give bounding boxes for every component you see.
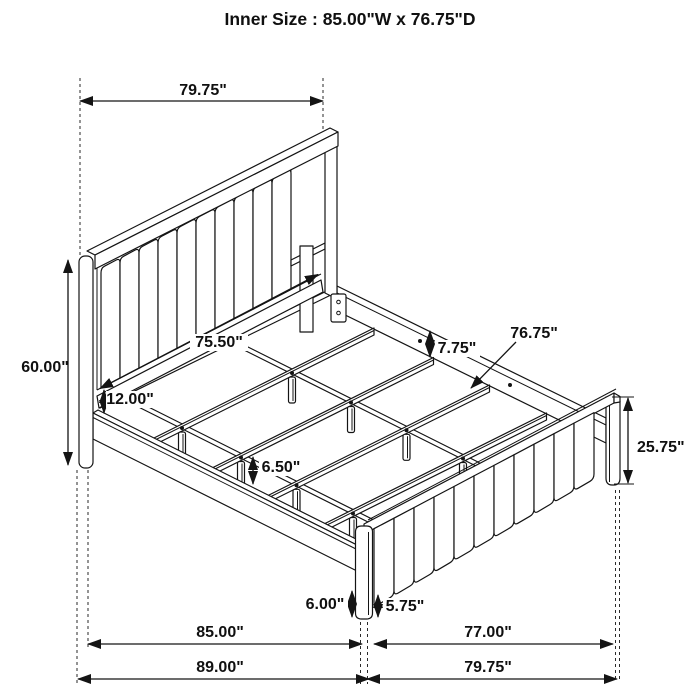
dim-floor-clearance xyxy=(302,591,352,617)
headboard-left-leg xyxy=(79,256,93,468)
page-title: Inner Size : 85.00"W x 76.75"D xyxy=(224,9,476,29)
dim-inner-depth-label: 76.75" xyxy=(510,325,558,342)
dim-frame-length-label: 85.00" xyxy=(196,624,244,641)
dim-footboard-width xyxy=(367,659,617,679)
side-rail-near xyxy=(93,410,368,574)
rail-bracket xyxy=(331,294,346,322)
dim-overall-depth xyxy=(78,659,369,679)
dim-headboard-width-label: 79.75" xyxy=(179,82,227,99)
dim-footboard-clearance xyxy=(378,595,427,617)
dim-footboard-span-label: 77.00" xyxy=(464,624,512,641)
dim-footboard-clearance-label: 5.75" xyxy=(385,598,425,615)
headboard-right-stile xyxy=(325,135,337,299)
dim-slat-leg-height-label: 6.50" xyxy=(261,459,301,476)
footboard-right-post xyxy=(606,397,620,485)
dim-footboard-height-label: 25.75" xyxy=(637,439,685,456)
headboard xyxy=(79,128,346,468)
dim-slat-leg-height xyxy=(253,457,303,484)
dimension-annotations xyxy=(21,78,684,684)
dim-headboard-height xyxy=(21,260,69,465)
dim-floor-clearance-label: 6.00" xyxy=(305,596,345,613)
extension-lines-left xyxy=(77,470,88,684)
extension-lines-footboard-leg xyxy=(361,622,368,684)
dim-headboard-inner-width-label: 75.50" xyxy=(195,334,243,351)
dim-frame-length xyxy=(88,624,362,644)
dim-side-rail-height-label: 7.75" xyxy=(437,340,477,357)
footboard-near-leg xyxy=(356,526,373,619)
dim-upholstery-gap-label: 12.00" xyxy=(106,391,154,408)
dim-footboard-height xyxy=(612,397,685,682)
dim-headboard-height-label: 60.00" xyxy=(21,359,69,376)
dim-footboard-span xyxy=(374,624,613,644)
dim-footboard-width-label: 79.75" xyxy=(464,659,512,676)
dim-overall-depth-label: 89.00" xyxy=(196,659,244,676)
